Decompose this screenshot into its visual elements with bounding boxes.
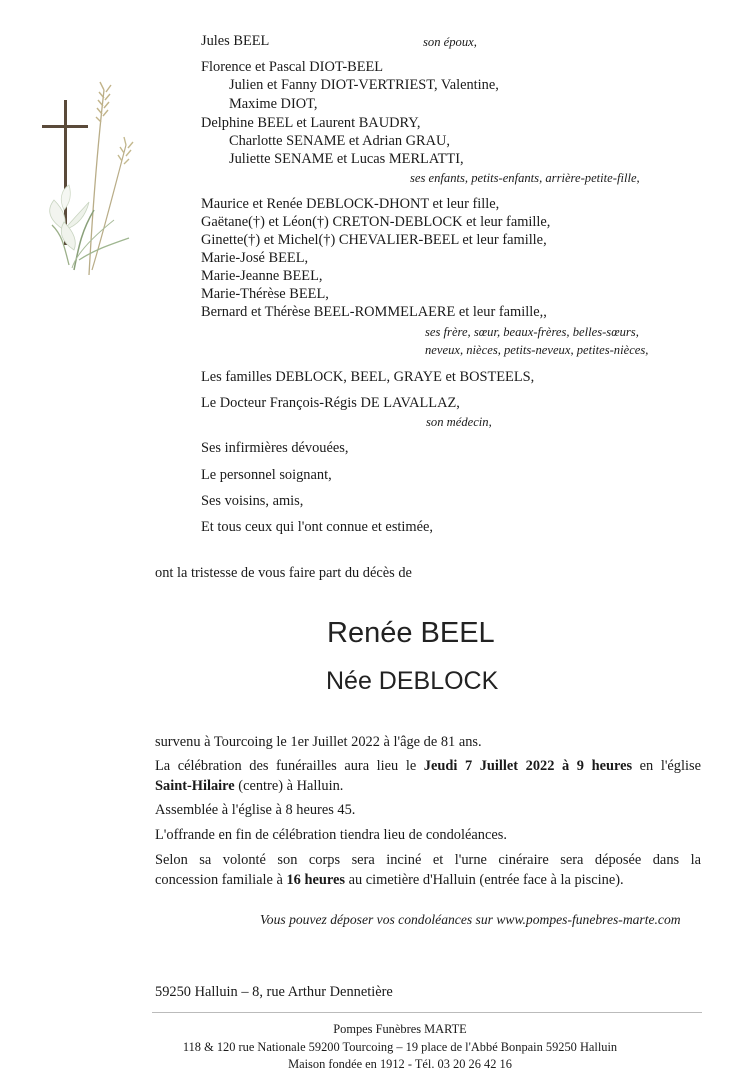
family-line: Charlotte SENAME et Adrian GRAU, — [229, 133, 451, 149]
family-line: Florence et Pascal DIOT-BEEL — [201, 59, 384, 75]
cremation-text: au cimetière d'Halluin (entrée face à la piscine). — [344, 872, 624, 888]
family-line: Jules BEEL — [201, 33, 270, 49]
cremation-text: concession familiale à — [155, 872, 287, 888]
company-addresses: 118 & 120 rue Nationale 59200 Tourcoing – 19 place de l'Abbé Bonpain 59250 Halluin — [182, 1040, 618, 1054]
company-name: Pompes Funèbres MARTE — [333, 1022, 467, 1036]
cross-lily-wheat-icon — [34, 70, 144, 285]
relation-label: ses frère, sœur, beaux-frères, belles-sœurs, — [425, 325, 639, 339]
divider — [152, 1012, 702, 1013]
family-line: Maxime DIOT, — [229, 96, 318, 112]
cremation-time: 16 heures — [286, 872, 345, 888]
relation-label: son époux, — [423, 35, 477, 49]
funeral-text: en l'église — [632, 758, 701, 774]
funeral-info — [155, 758, 701, 775]
family-line: Julien et Fanny DIOT-VERTRIEST, Valentine, — [229, 77, 499, 93]
family-line: Ses infirmières dévouées, — [201, 440, 349, 456]
relation-label: ses enfants, petits-enfants, arrière-petite-fille, — [410, 171, 640, 185]
funeral-text: (centre) à Halluin. — [234, 778, 344, 794]
family-line: Marie-José BEEL, — [201, 250, 309, 266]
assembly-info: Assemblée à l'église à 8 heures 45. — [155, 802, 356, 818]
funeral-info-cont — [155, 779, 343, 793]
family-line: Les familles DEBLOCK, BEEL, GRAYE et BOSTEELS, — [201, 369, 535, 385]
family-line: Juliette SENAME et Lucas MERLATTI, — [229, 151, 464, 167]
family-line: Delphine BEEL et Laurent BAUDRY, — [201, 115, 421, 131]
family-line: Maurice et Renée DEBLOCK-DHONT et leur fille, — [201, 196, 500, 212]
company-founded: Maison fondée en 1912 - Tél. 03 20 26 42 16 — [288, 1057, 512, 1071]
family-line: Ses voisins, amis, — [201, 493, 304, 509]
cremation-info-cont — [155, 873, 624, 887]
relation-label: neveux, nièces, petits-neveux, petites-nièces, — [425, 343, 649, 357]
family-line: Bernard et Thérèse BEEL-ROMMELAERE et leur famille,, — [201, 304, 547, 320]
deceased-name: Renée BEEL — [327, 617, 495, 649]
family-line: Le personnel soignant, — [201, 467, 332, 483]
family-line: Ginette(†) et Michel(†) CHEVALIER-BEEL et leur famille, — [201, 232, 547, 248]
church-name: Saint-Hilaire — [155, 778, 235, 794]
funeral-date: Jeudi 7 Juillet 2022 à 9 heures — [423, 758, 633, 774]
family-line: Le Docteur François-Régis DE LAVALLAZ, — [201, 395, 460, 411]
death-info: survenu à Tourcoing le 1er Juillet 2022 à l'âge de 81 ans. — [155, 734, 482, 750]
maiden-name: Née DEBLOCK — [326, 667, 499, 695]
announcement: ont la tristesse de vous faire part du décès de — [155, 565, 412, 581]
condolences-link[interactable]: Vous pouvez déposer vos condoléances sur www.pompes-funebres-marte.com — [260, 912, 681, 927]
family-line: Gaëtane(†) et Léon(†) CRETON-DEBLOCK et leur famille, — [201, 214, 551, 230]
family-line: Et tous ceux qui l'ont connue et estimée, — [201, 519, 433, 535]
funeral-text: La célébration des funérailles aura lieu le — [155, 758, 424, 774]
family-line: Marie-Jeanne BEEL, — [201, 268, 323, 284]
relation-label: son médecin, — [426, 415, 492, 429]
cremation-info: Selon sa volonté son corps sera inciné et l'urne cinéraire sera déposée dans la — [155, 852, 701, 868]
family-line: Marie-Thérèse BEEL, — [201, 286, 329, 302]
offering-info: L'offrande en fin de célébration tiendra lieu de condoléances. — [155, 827, 507, 843]
home-address: 59250 Halluin – 8, rue Arthur Dennetière — [155, 984, 393, 1000]
